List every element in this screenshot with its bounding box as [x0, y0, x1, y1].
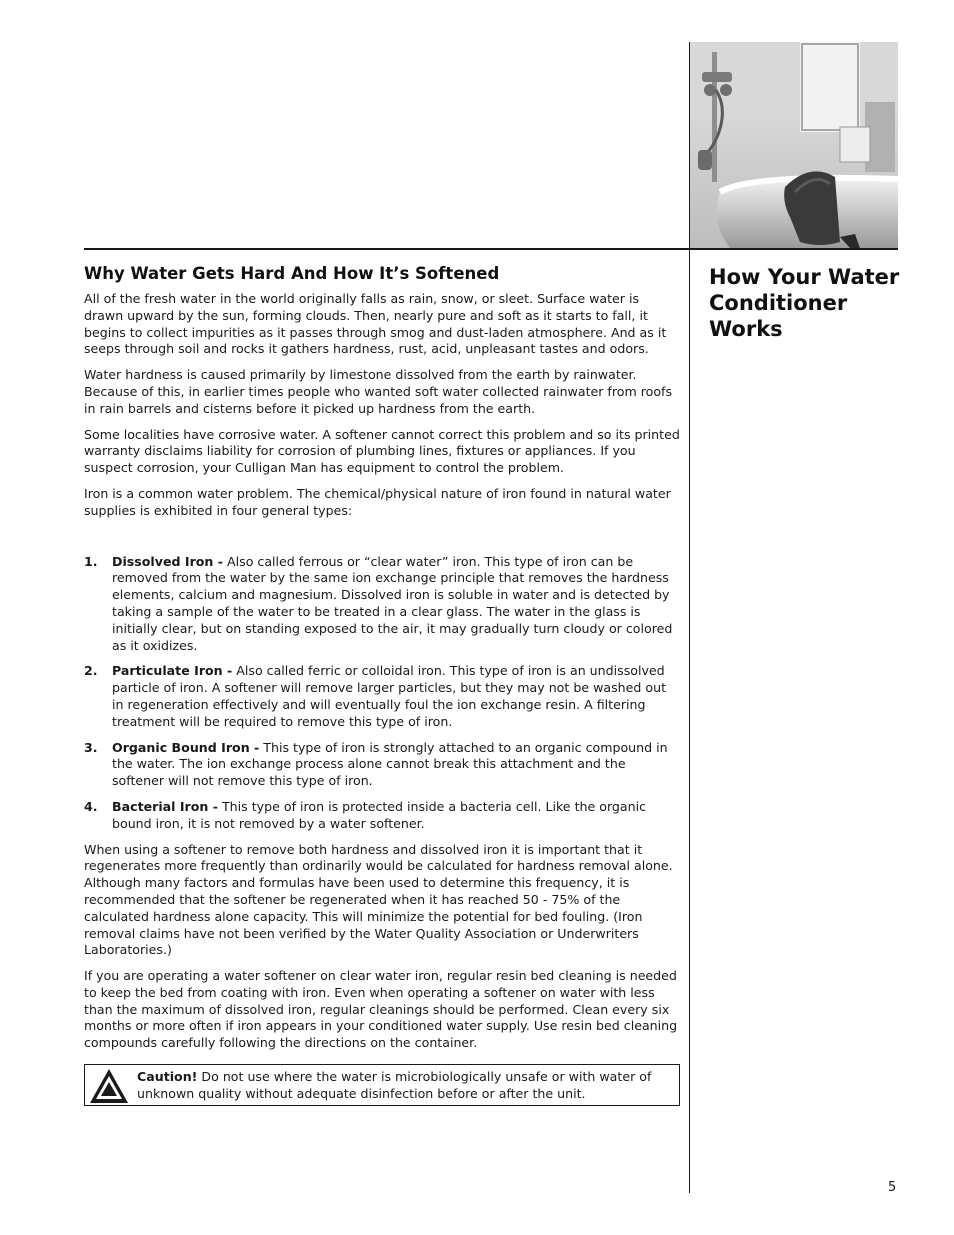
page-number: 5	[888, 1180, 897, 1195]
list-item	[84, 663, 680, 730]
list-text: This type of iron is protected inside a bacteria cell. Like the organic bound iron, it is not removed by a water softener.	[112, 798, 647, 831]
paragraph: Some localities have corrosive water. A softener cannot correct this problem and so its printed warranty disclaims liability for corrosion of plumbing lines, fixtures or appliances. If you suspect corrosion, your Culligan Man has equipment to control the problem.	[84, 426, 680, 476]
iron-types-list	[84, 554, 680, 833]
vertical-rule	[689, 42, 690, 1193]
list-number: 2.	[84, 663, 98, 679]
list-term: Dissolved Iron -	[112, 553, 224, 569]
list-number: 1.	[84, 553, 98, 569]
horizontal-rule	[84, 248, 898, 250]
list-item	[84, 740, 680, 790]
article-heading: Why Water Gets Hard And How It’s Softened	[84, 264, 500, 283]
list-item	[84, 799, 680, 833]
bathtub-photo	[690, 42, 898, 248]
caution-box	[84, 1064, 680, 1106]
paragraph: If you are operating a water softener on clear water iron, regular resin bed cleaning is needed to keep the bed from coating with iron. Even when operating a softener on water with less than the maximum of dissolved iron, regular cleanings should be performed. Clean every six months or more often if iron appears in your conditioned water supply. Use resin bed cleaning compounds carefully following the directions on the container.	[84, 968, 678, 1051]
paragraph: When using a softener to remove both hardness and dissolved iron it is important that it regenerates more frequently than ordinarily would be calculated for hardness removal alone. Although many factors and formulas have been used to determine this frequency, it is recommended that the softener be regenerated when it has reached 50 - 75% of the calculated hardness alone capacity. This will minimize the potential for bed fouling. (Iron removal claims have not been verified by the Water Quality Association or Underwriters Laboratories.)	[84, 841, 673, 958]
bathtub-photo-image	[690, 42, 898, 248]
section-title: How Your Water Conditioner Works	[709, 265, 900, 341]
paragraph: Iron is a common water problem. The chemical/physical nature of iron found in natural water supplies is exhibited in four general types:	[84, 485, 671, 518]
main-content	[84, 263, 680, 1106]
list-text: Also called ferric or colloidal iron. This type of iron is an undissolved particle of iron. A softener will remove larger particles, but they may not be washed out in regeneration effectively and will eventually foul the ion exchange resin. A filtering treatment will be required to remove this type of iron.	[112, 663, 667, 729]
list-number: 4.	[84, 798, 98, 814]
caution-label: Caution!	[137, 1069, 198, 1085]
list-number: 3.	[84, 739, 98, 755]
warning-triangle-icon	[89, 1068, 129, 1104]
list-term: Particulate Iron -	[112, 663, 233, 679]
list-term: Organic Bound Iron -	[112, 739, 260, 755]
paragraph: All of the fresh water in the world originally falls as rain, snow, or sleet. Surface water is drawn upward by the sun, forming clouds. Then, nearly pure and soft as it starts to fall, it begins to collect impurities as it passes through smog and dust-laden atmosphere. And as it seeps through soil and rocks it gathers hardness, rust, acid, unpleasant tastes and odors.	[84, 291, 667, 357]
list-item	[84, 554, 680, 655]
list-text: Also called ferrous or “clear water” iron. This type of iron can be removed from the water by the same ion exchange principle that removes the hardness elements, calcium and magnesium. Dissolved iron is soluble in water and is detected by taking a sample of the water to be treated in a clear glass. The water in the glass is initially clear, but on standing exposed to the air, it may gradually turn cloudy or colored as it oxidizes.	[112, 553, 673, 653]
list-text: This type of iron is strongly attached to an organic compound in the water. The ion exchange process alone cannot break this attachment and the softener will not remove this type of iron.	[112, 739, 668, 789]
caution-text: Do not use where the water is microbiologically unsafe or with water of unknown quality without adequate disinfection before or after the unit.	[137, 1069, 652, 1101]
list-term: Bacterial Iron -	[112, 798, 218, 814]
paragraph: Water hardness is caused primarily by limestone dissolved from the earth by rainwater. Because of this, in earlier times people who wanted soft water collected rainwater from roofs in rain barrels and cisterns before it picked up hardness from the earth.	[84, 367, 673, 416]
